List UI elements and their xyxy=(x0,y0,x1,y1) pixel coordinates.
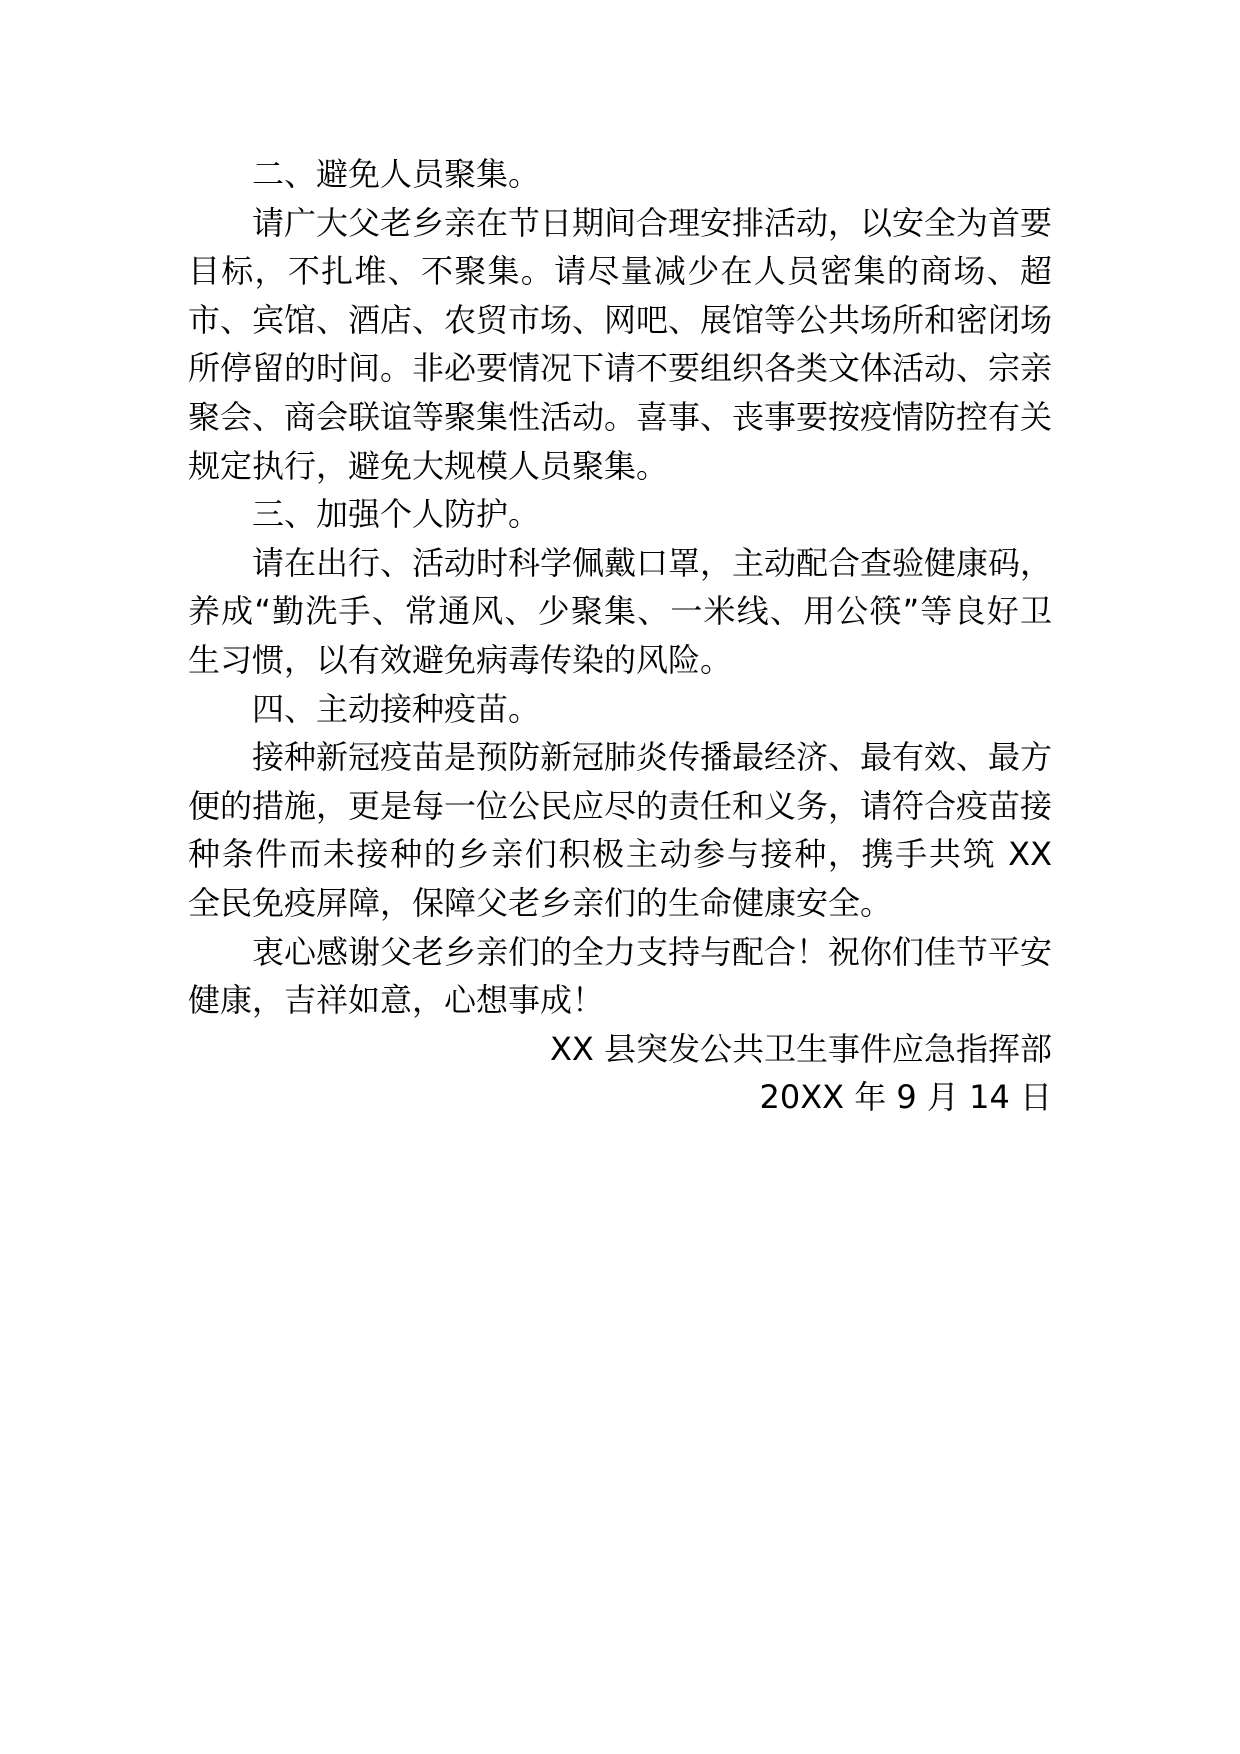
signature-date: 20XX 年 9 月 14 日 xyxy=(759,1078,1052,1117)
signature-organization: XX 县突发公共卫生事件应急指挥部 xyxy=(549,1029,1052,1068)
section-body-avoid-gathering: 请广大父老乡亲在节日期间合理安排活动，以安全为首要目标，不扎堆、不聚集。请尽量减少在人员密集的商场、超市、宾馆、酒店、农贸市场、网吧、展馆等公共场所和密闭场所停留的时间。非必要情况下请不要组织各类文体活动、宗亲聚会、商会联谊等聚集性活动。喜事、丧事要按疫情防控有关规定执行，避免大规模人员聚集。 xyxy=(188,203,1053,485)
section-body-vaccination: 接种新冠疫苗是预防新冠肺炎传播最经济、最有效、最方便的措施，更是每一位公民应尽的责任和义务，请符合疫苗接种条件而未接种的乡亲们积极主动参与接种，携手共筑 XX 全民免疫屏障，保障父老乡亲们的生命健康安全。 xyxy=(188,738,1053,922)
section-body-personal-protection: 请在出行、活动时科学佩戴口罩，主动配合查验健康码，养成“勤洗手、常通风、少聚集、一米线、用公筷”等良好卫生习惯，以有效避免病毒传染的风险。 xyxy=(188,543,1053,679)
closing-paragraph: 衷心感谢父老乡亲们的全力支持与配合！祝你们佳节平安健康，吉祥如意，心想事成！ xyxy=(188,932,1053,1020)
document-body xyxy=(188,150,1052,1122)
section-heading-vaccination: 四、主动接种疫苗。 xyxy=(252,689,541,728)
section-heading-avoid-gathering: 二、避免人员聚集。 xyxy=(252,155,541,193)
section-heading-personal-protection: 三、加强个人防护。 xyxy=(252,495,541,534)
